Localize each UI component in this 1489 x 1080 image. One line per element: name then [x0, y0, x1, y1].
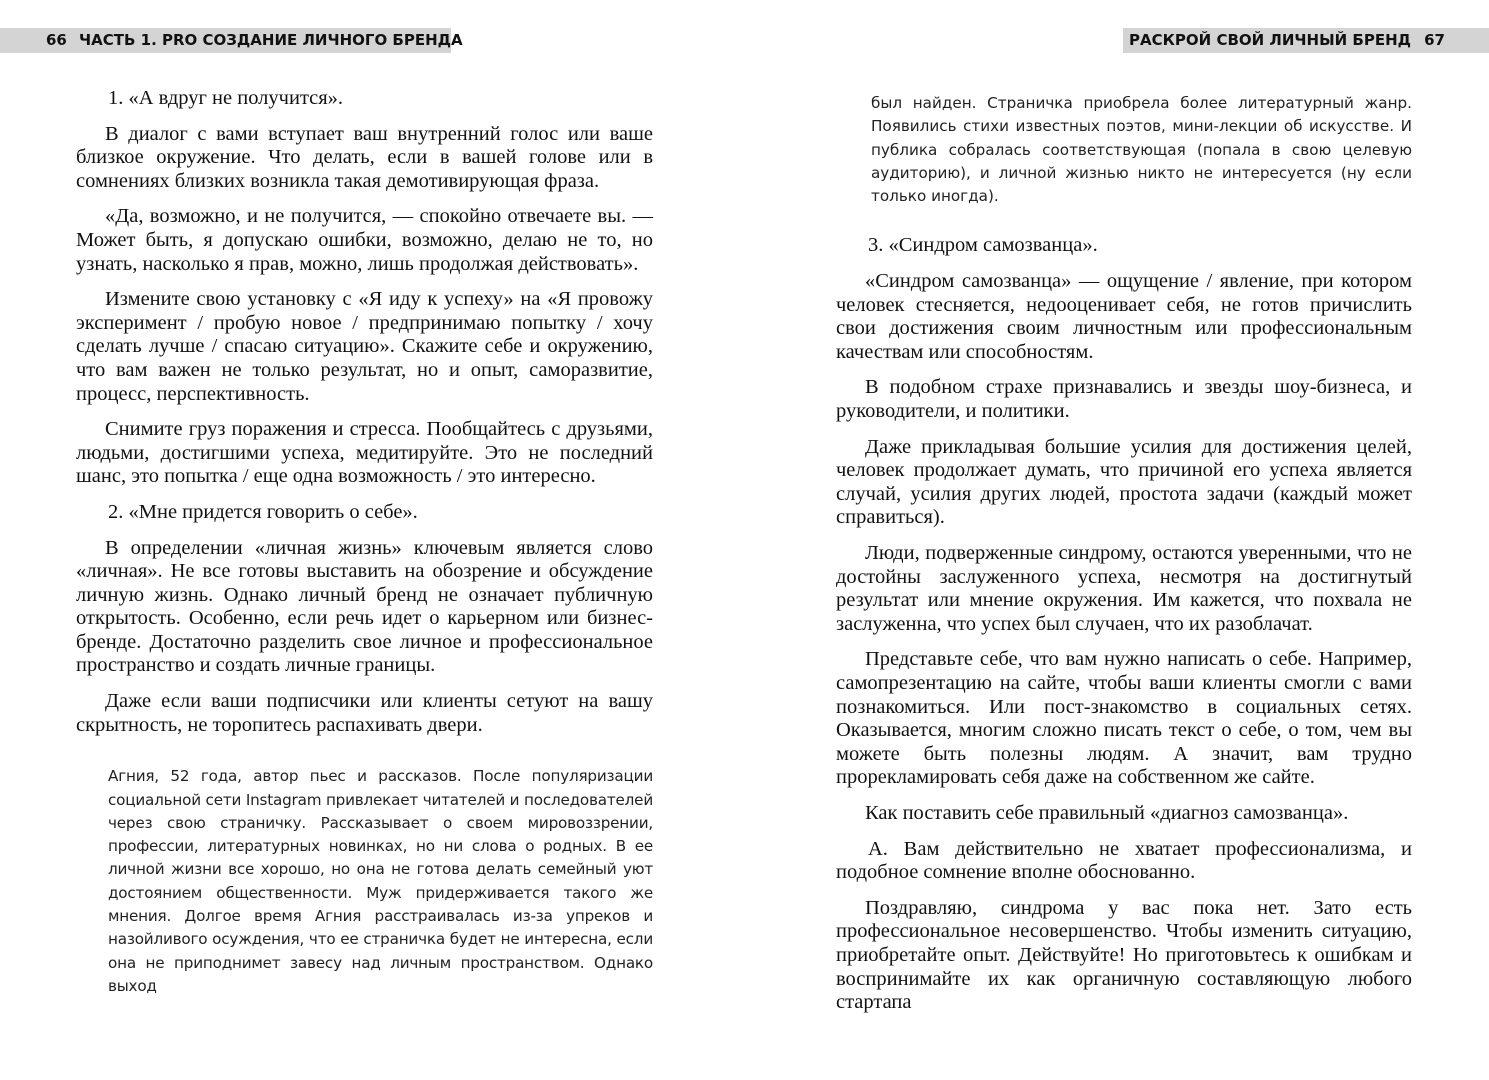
paragraph: В подобном страхе признавались и звезды шоу-бизнеса, и руководители, и политики. — [836, 376, 1412, 423]
paragraph: Поздравляю, синдрома у вас пока нет. Зато есть профессиональное несовершенство. Чтобы изменить ситуацию, приобретайте опыт. Действуйте! Но приготовьтесь к ошибкам и воспринимайте их как органичную составляющую любого стартапа — [836, 896, 1412, 1014]
list-item-heading: А. Вам действительно не хватает профессионализма, и подобное сомнение вполне обоснованно. — [836, 837, 1412, 884]
list-item-heading: 3. «Синдром самозванца». — [868, 234, 1098, 257]
right-page-text — [836, 92, 1412, 1027]
paragraph: В диалог с вами вступает ваш внутренний голос или ваше близкое окружение. Что делать, если в вашей голове или в сомнениях близких возникла такая демотивирующая фраза. — [76, 122, 653, 192]
list-item-heading: 2. «Мне придется говорить о себе». — [108, 500, 418, 523]
paragraph: Измените свою установку с «Я иду к успеху» на «Я провожу эксперимент / пробую новое / предпринимаю попытку / хочу сделать лучше / спасаю ситуацию». Скажите себе и окружению, что вам важен не только результат, но и опыт, саморазвитие, процесс, перспективность. — [76, 288, 653, 405]
right-page-number: 67 — [1424, 31, 1445, 49]
right-running-title: РАСКРОЙ СВОЙ ЛИЧНЫЙ БРЕНД — [1129, 31, 1411, 49]
paragraph: Даже если ваши подписчики или клиенты сетуют на вашу скрытность, не торопитесь распахивать двери. — [76, 690, 653, 736]
right-page — [745, 0, 1489, 1080]
left-page-number: 66 — [46, 31, 67, 49]
paragraph: «Синдром самозванца» — ощущение / явление, при котором человек стесняется, недооценивает себя, не готов причислить свои достижения своим личностным или профессиональным качествам или способностям. — [836, 270, 1412, 363]
paragraph: Как поставить себе правильный «диагноз самозванца». — [865, 801, 1349, 824]
right-page-header — [1123, 28, 1489, 53]
paragraph: Снимите груз поражения и стресса. Пообщайтесь с друзьями, людьми, достигшими успеха, медитируйте. Это не последний шанс, это попытка / еще одна возможность / это интересно. — [76, 418, 653, 488]
paragraph: Даже прикладывая большие усилия для достижения целей, человек продолжает думать, что причиной его успеха является случай, усилия других людей, простота задачи (каждый может справиться). — [836, 435, 1412, 529]
paragraph: «Да, возможно, и не получится, — спокойно отвечаете вы. — Может быть, я допускаю ошибки, возможно, делаю не то, но узнать, насколько я прав, можно, лишь продолжая действовать». — [76, 205, 653, 275]
example-note-continued: был найден. Страничка приобрела более литературный жанр. Появились стихи известных поэтов, мини-лекции об искусстве. И публика собралась соответствующая (попала в свою целевую аудиторию), и личной жизнью никто не интересуется (ну если только иногда). — [871, 94, 1412, 206]
left-page-text — [76, 87, 653, 1010]
list-item-heading: 1. «А вдруг не получится». — [108, 87, 344, 109]
example-note: Агния, 52 года, автор пьес и рассказов. После популяризации социальной сети Instagram привлекает читателей и последователей через свою страничку. Рассказывает о своем мировоззрении, профессии, литературных новинках, но ни слова о родных. В ее личной жизни все хорошо, но она не готова делать семейный уют достоянием общественности. Муж придерживается такого же мнения. Долгое время Агния расстраивалась из-за упреков и назойливого осуждения, что ее страничка будет не интересна, если она не приподнимет завесу над личным пространством. Однако выход — [108, 767, 653, 995]
left-running-title: ЧАСТЬ 1. PRO СОЗДАНИЕ ЛИЧНОГО БРЕНДА — [79, 31, 463, 49]
paragraph: В определении «личная жизнь» ключевым является слово «личная». Не все готовы выставить на обозрение и обсуждение личную жизнь. Однако личный бренд не означает публичную открытость. Особенно, если речь идет о карьерном или бизнес-бренде. Достаточно разделить свое личное и профессиональное пространство и создать личные границы. — [76, 536, 653, 677]
paragraph: Представьте себе, что вам нужно написать о себе. Например, самопрезентацию на сайте, чтобы ваши клиенты смогли с вами познакомиться. Или пост-знакомство в социальных сетях. Оказывается, многим сложно писать текст о себе, о том, чем вы можете быть полезны людям. А значит, вам трудно прорекламировать себя даже на собственном же сайте. — [836, 648, 1412, 789]
left-page-header — [0, 28, 463, 53]
paragraph: Люди, подверженные синдрому, остаются уверенными, что не достойны заслуженного успеха, несмотря на достигнутый результат или мнение окружения. Им кажется, что похвала не заслуженна, что успех был случаен, что их разоблачат. — [836, 542, 1412, 635]
